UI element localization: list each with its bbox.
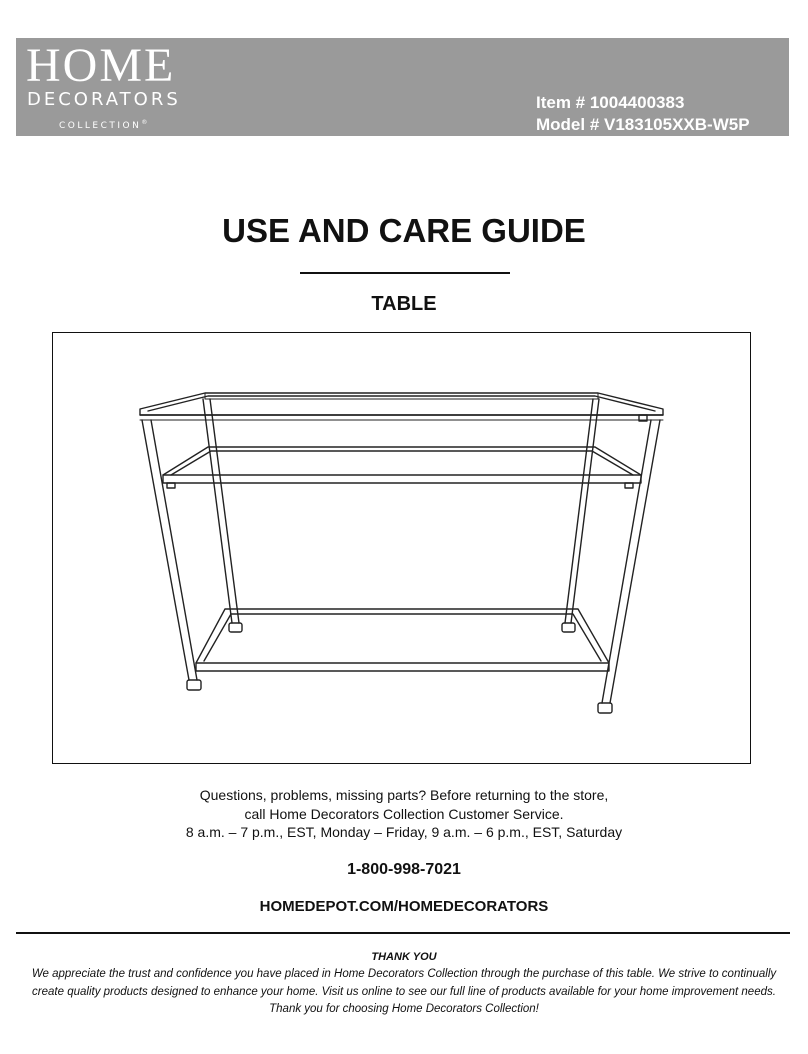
- contact-line-2: call Home Decorators Collection Customer Service.: [244, 805, 564, 822]
- registered-mark: ®: [141, 119, 148, 126]
- brand-collection-text: COLLECTION: [59, 121, 142, 131]
- product-subtitle: TABLE: [371, 293, 437, 315]
- website-url: HOMEDEPOT.COM/HOMEDECORATORS: [259, 898, 549, 915]
- contact-hours: 8 a.m. – 7 p.m., EST, Monday – Friday, 9 a.m. – 6 p.m., EST, Saturday: [185, 824, 623, 840]
- title-divider: [300, 272, 510, 274]
- thank-you-message: We appreciate the trust and confidence you have placed in Home Decorators Collection through the purchase of this table. We strive to continually create quality products designed to enhance your home. Visit us online to see our full line of products available for your home improvement needs. Thank you for choosing Home Decorators Collection!: [31, 968, 777, 1015]
- brand-logo-collection: [59, 118, 147, 131]
- product-ids: [536, 92, 776, 136]
- item-number: Item # 1004400383: [536, 93, 685, 112]
- header-banner: [16, 38, 789, 136]
- footer-divider: [16, 932, 790, 934]
- thank-you-heading: THANK YOU: [371, 951, 437, 963]
- product-illustration-frame: [52, 332, 751, 764]
- phone-number: 1-800-998-7021: [347, 861, 461, 878]
- contact-line-1: Questions, problems, missing parts? Before returning to the store,: [199, 787, 609, 803]
- table-illustration: [53, 333, 752, 765]
- customer-service-info: [0, 786, 808, 842]
- model-number: Model # V183105XXB-W5P: [536, 115, 750, 134]
- brand-logo-home: HOME: [26, 39, 176, 92]
- page-title: USE AND CARE GUIDE: [222, 212, 586, 249]
- brand-logo-decorators: DECORATORS: [27, 89, 181, 110]
